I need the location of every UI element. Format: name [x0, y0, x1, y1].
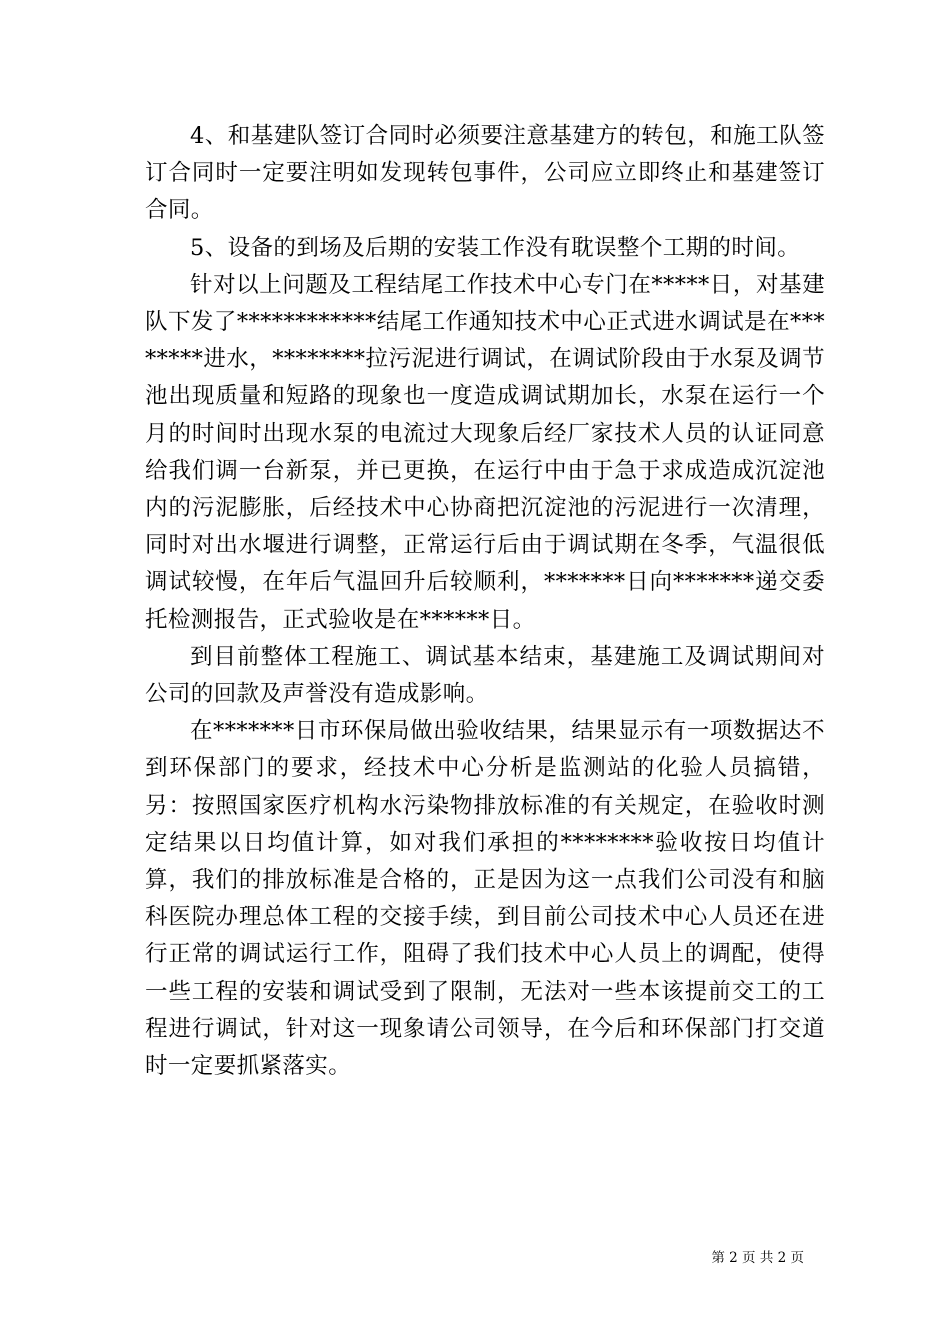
document-body [145, 118, 825, 1085]
paragraph-problem-followup: 针对以上问题及工程结尾工作技术中心专门在*****日，对基建队下发了************结尾工作通知技术中心正式进水调试是在********进水，********拉污泥进行调试，在调试阶段由于水泵及调节池出现质量和短路的现象也一度造成调试期加长，水泵在运行一个月的时间时出现水泵的电流过大现象后经厂家技术人员的认证同意给我们调一台新泵，并已更换，在运行中由于急于求成造成沉淀池内的污泥膨胀，后经技术中心协商把沉淀池的污泥进行一次清理，同时对出水堰进行调整，正常运行后由于调试期在冬季，气温很低调试较慢，在年后气温回升后较顺利，*******日向*******递交委托检测报告，正式验收是在******日。 [145, 271, 825, 633]
paragraph-item-4: 4、和基建队签订合同时必须要注意基建方的转包，和施工队签订合同时一定要注明如发现转包事件，公司应立即终止和基建签订合同。 [145, 123, 825, 224]
paragraph-project-status: 到目前整体工程施工、调试基本结束，基建施工及调试期间对公司的回款及声誉没有造成影响。 [145, 643, 825, 708]
paragraph-item-5: 5、设备的到场及后期的安装工作没有耽误整个工期的时间。 [190, 234, 801, 261]
paragraph-acceptance-result: 在*******日市环保局做出验收结果，结果显示有一项数据达不到环保部门的要求，经技术中心分析是监测站的化验人员搞错，另：按照国家医疗机构水污染物排放标准的有关规定，在验收时测定结果以日均值计算，如对我们承担的********验收按日均值计算，我们的排放标准是合格的，正是因为这一点我们公司没有和脑科医院办理总体工程的交接手续，到目前公司技术中心人员还在进行正常的调试运行工作，阻碍了我们技术中心人员上的调配，使得一些工程的安装和调试受到了限制，无法对一些本该提前交工的工程进行调试，针对这一现象请公司领导，在今后和环保部门打交道时一定要抓紧落实。 [145, 718, 825, 1080]
page-number-footer: 第 2 页 共 2 页 [711, 1250, 804, 1266]
